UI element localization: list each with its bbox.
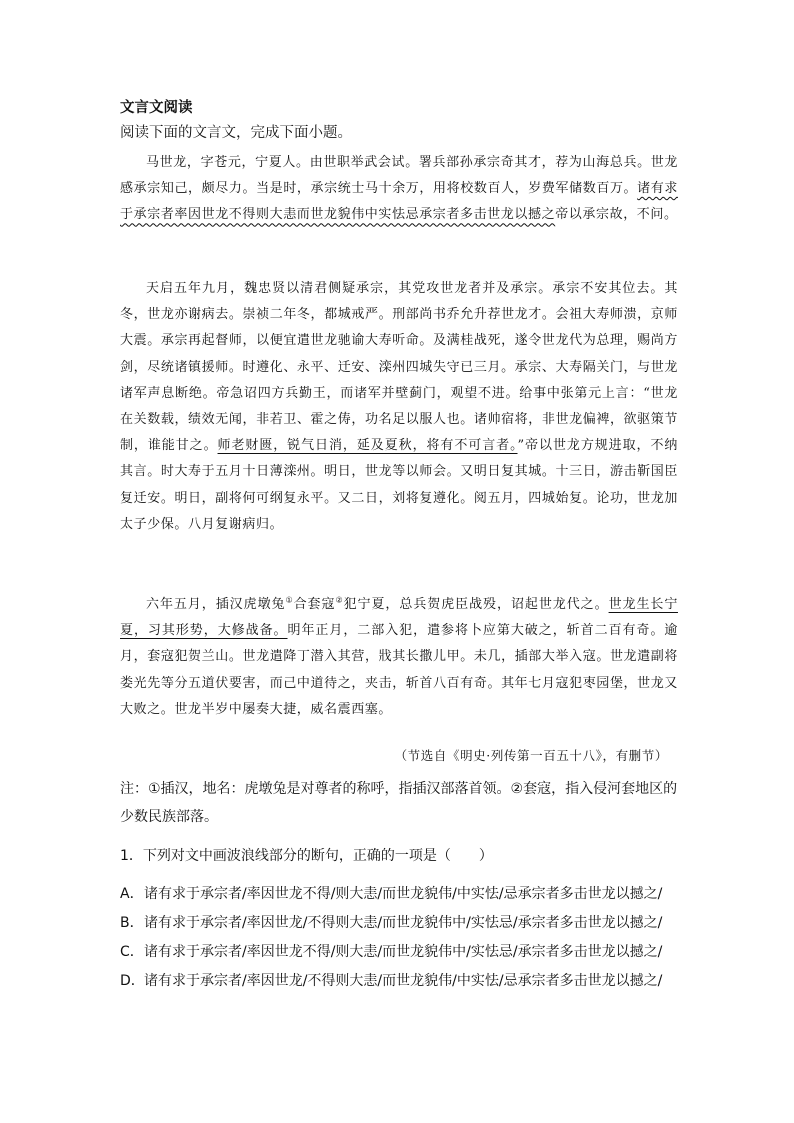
option-text: 诸有求于承宗者/率因世龙不得/则大恚/而世龙貌伟/中实怯/忌承宗者多击世龙以撼之/ <box>144 886 663 902</box>
passage-text: 马世龙，字苍元，宁夏人。由世职举武会试。署兵部孙承宗奇其才，荐为山海总兵。世龙感承宗知己，颇尽力。当是时，承宗统士马十余万，用将校数百人，岁费军储数百万。 <box>120 155 678 197</box>
source-citation: （节选自《明史·列传第一百五十八》，有删节） <box>394 748 668 763</box>
footnote-marker: ② <box>335 595 344 605</box>
passage-text: 天启五年九月，魏忠贤以清君侧疑承宗，其党攻世龙者并及承宗。承宗不安其位去。其冬，世龙亦谢病去。崇祯二年冬，都城戒严。刑部尚书乔允升荐世龙才。会祖大寿师溃，京师大震。承宗再起督师，以便宜遣世龙驰谕大寿听命。及满桂战死，遂令世龙代为总理，赐尚方剑，尽统诸镇援师。时遵化、永平、迁安、滦州四城失守已三月。承宗、大寿隔关门，与世龙诸军声息断绝。帝急诏四方兵勤王，而诸军并壁蓟门，观望不进。给事中张第元上言：“世龙在关数载，绩效无闻，非若卫、霍之俦，功名足以服人也。诸帅宿将，非世龙偏裨，欲驱策节制，谁能甘之。 <box>120 281 678 454</box>
option-letter: A． <box>120 886 144 902</box>
option-text: 诸有求于承宗者/率因世龙/不得则大恚/而世龙貌伟中/实怯忌/承宗者多击世龙以撼之/ <box>144 915 663 931</box>
option-text: 诸有求于承宗者/率因世龙/不得则大恚/而世龙貌伟/中实怯/忌承宗者多击世龙以撼之/ <box>144 973 663 989</box>
reading-instruction: 阅读下面的文言文，完成下面小题。 <box>120 125 352 141</box>
wavy-underlined-text: 诸有求于承宗者率因世龙不得则大恚而世龙貌伟中实怯忌承宗者多击世龙以撼之 <box>120 181 678 223</box>
passage-text: ”帝以世龙方规进取，不纳其言。时大寿于五月十日薄滦州。明日，世龙等以师会。又明日复其城。十三日，游击靳国臣复迁安。明日，副将何可纲复永平。又二日，刘将复遵化。阅五月，四城始复。论功，世龙加太子少保。八月复谢病归。 <box>120 438 679 532</box>
passage-text: 合套寇 <box>293 597 336 612</box>
underlined-text: 师老财匮，锐气日消，延及夏秋，将有不可言者。 <box>217 438 518 454</box>
footnote-marker: ① <box>285 595 294 605</box>
passage-text: 帝以承宗故，不问。 <box>555 207 678 223</box>
passage-text: 明年正月，二部入犯，遣参将卜应第大破之，斩首二百有奇。逾月，套寇犯贺兰山。世龙遣降丁潜入其营，戕其长撒儿甲。未几，插部大举入寇。世龙遣副将娄光先等分五道伏要害，而己中道待之，夹击，斩首八百有奇。其年七月寇犯枣园堡，世龙又大败之。世龙半岁中屡奏大捷，威名震西塞。 <box>120 623 678 717</box>
option-d <box>120 967 662 996</box>
answer-options <box>120 880 662 996</box>
option-letter: C． <box>120 944 144 960</box>
option-letter: B． <box>120 915 144 931</box>
section-heading: 文言文阅读 <box>120 100 193 116</box>
question-stem: 1．下列对文中画波浪线部分的断句，正确的一项是（ ） <box>120 848 493 864</box>
passage-paragraph-3 <box>120 592 678 723</box>
option-letter: D． <box>120 973 145 989</box>
passage-text: 六年五月，插汉虎墩兔 <box>146 597 286 612</box>
passage-paragraph-1 <box>120 150 678 229</box>
underlined-text: 世龙生长宁夏，习其形势，大修战备。 <box>120 597 678 639</box>
option-b <box>120 909 662 938</box>
option-a <box>120 880 662 909</box>
passage-text: 犯宁夏，总兵贺虎臣战殁，诏起世龙代之。 <box>343 597 609 612</box>
passage-paragraph-2 <box>120 276 678 538</box>
option-c <box>120 938 662 967</box>
option-text: 诸有求于承宗者/率因世龙不得/则大恚/而世龙貌伟中/实怯忌/承宗者多击世龙以撼之/ <box>144 944 663 960</box>
annotation-note: 注：①插汉，地名：虎墩兔是对尊者的称呼，指插汉部落首领。②套寇，指入侵河套地区的少数民族部落。 <box>120 781 678 825</box>
